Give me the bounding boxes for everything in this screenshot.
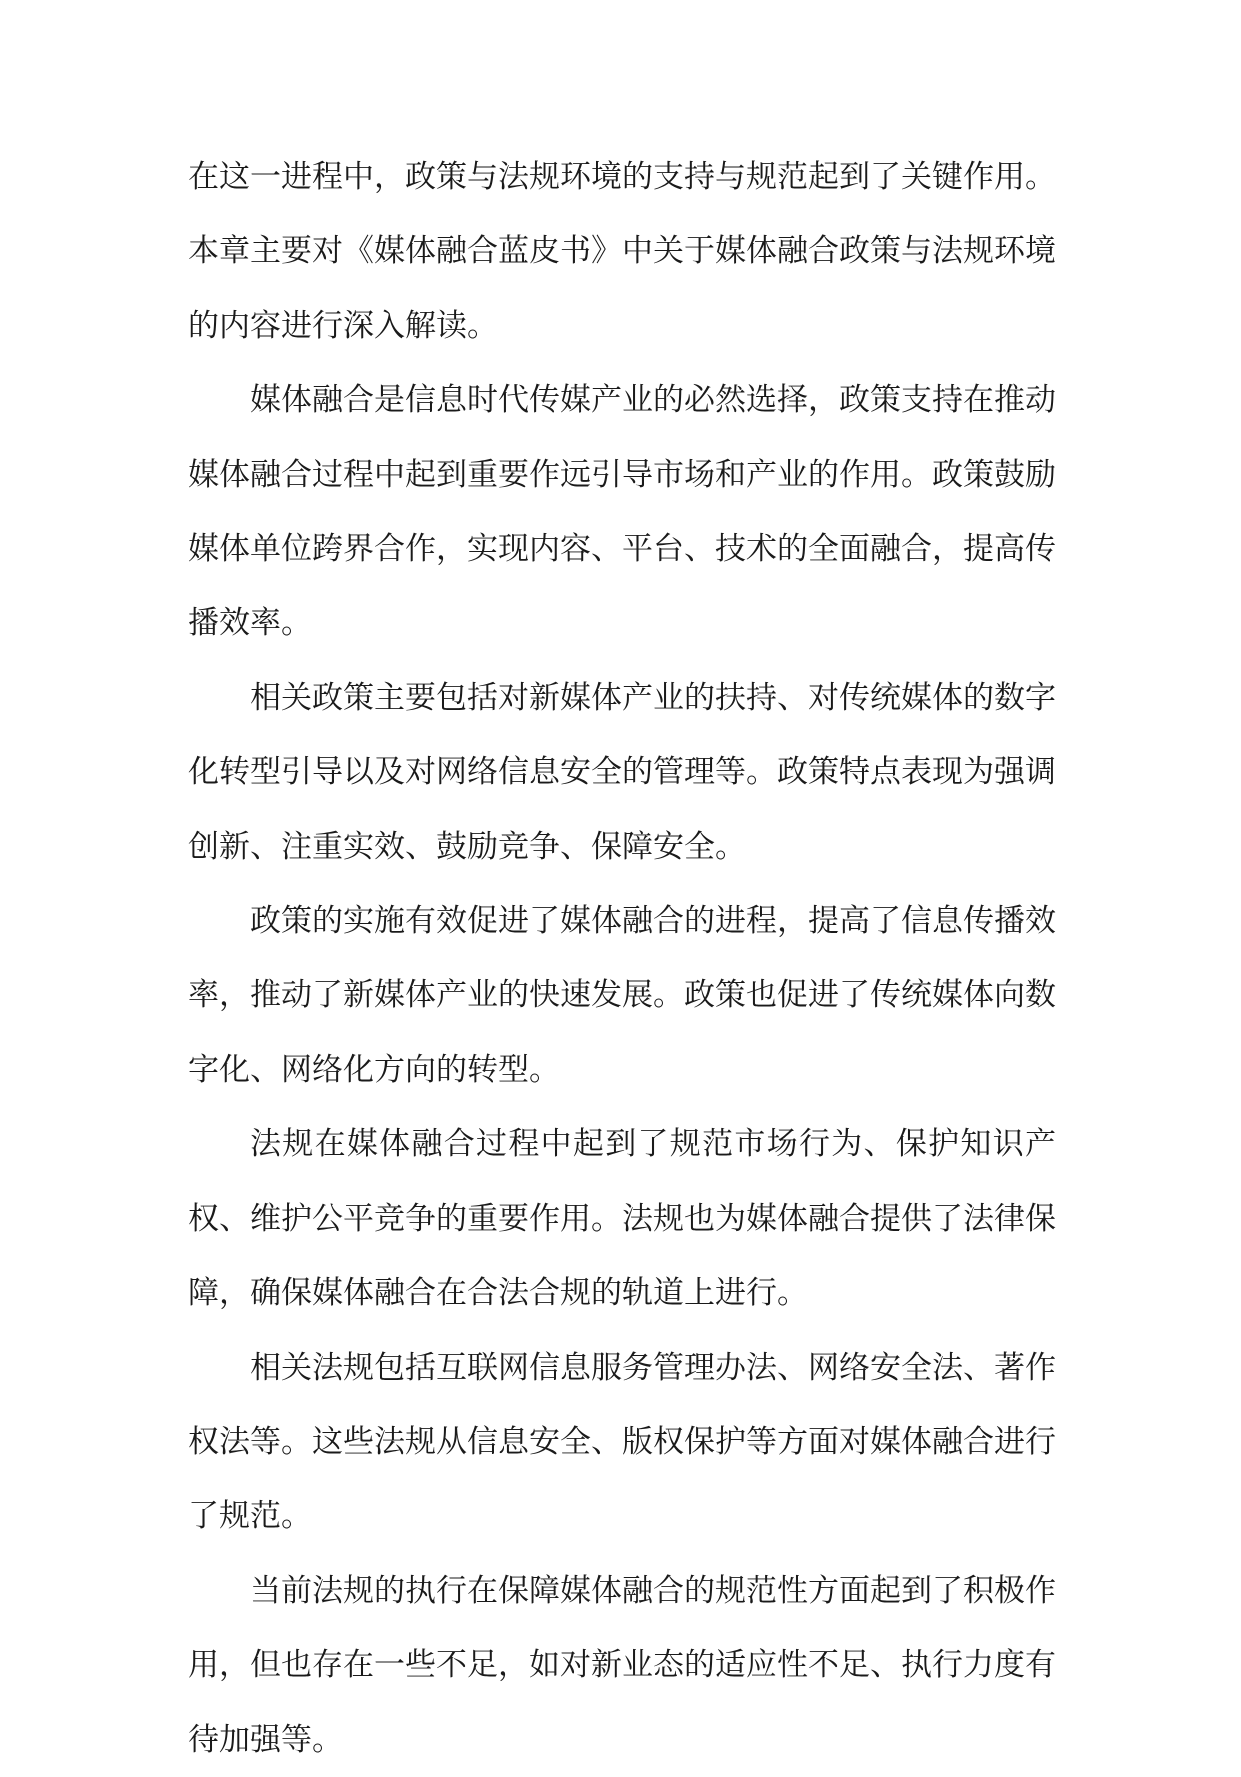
paragraph-regulation-enforcement: 当前法规的执行在保障媒体融合的规范性方面起到了积极作用，但也存在一些不足，如对新业态的适应性不足、执行力度有待加强等。 <box>188 1572 1056 1758</box>
paragraph-policy-role: 媒体融合是信息时代传媒产业的必然选择，政策支持在推动媒体融合过程中起到重要作远引导市场和产业的作用。政策鼓励媒体单位跨界合作，实现内容、平台、技术的全面融合，提高传播效率。 <box>188 382 1056 642</box>
paragraph-regulation-list: 相关法规包括互联网信息服务管理办法、网络安全法、著作权法等。这些法规从信息安全、版权保护等方面对媒体融合进行了规范。 <box>188 1349 1056 1535</box>
paragraph-regulation-role: 法规在媒体融合过程中起到了规范市场行为、保护知识产权、维护公平竞争的重要作用。法规也为媒体融合提供了法律保障，确保媒体融合在合法合规的轨道上进行。 <box>188 1126 1056 1312</box>
paragraph-continuation: 在这一进程中，政策与法规环境的支持与规范起到了关键作用。本章主要对《媒体融合蓝皮书》中关于媒体融合政策与法规环境的内容进行深入解读。 <box>188 159 1056 344</box>
paragraph-policy-content: 相关政策主要包括对新媒体产业的扶持、对传统媒体的数字化转型引导以及对网络信息安全的管理等。政策特点表现为强调创新、注重实效、鼓励竞争、保障安全。 <box>188 679 1056 865</box>
body-text <box>188 140 1056 1777</box>
paragraph-policy-effect: 政策的实施有效促进了媒体融合的进程，提高了信息传播效率，推动了新媒体产业的快速发展。政策也促进了传统媒体向数字化、网络化方向的转型。 <box>188 903 1056 1088</box>
